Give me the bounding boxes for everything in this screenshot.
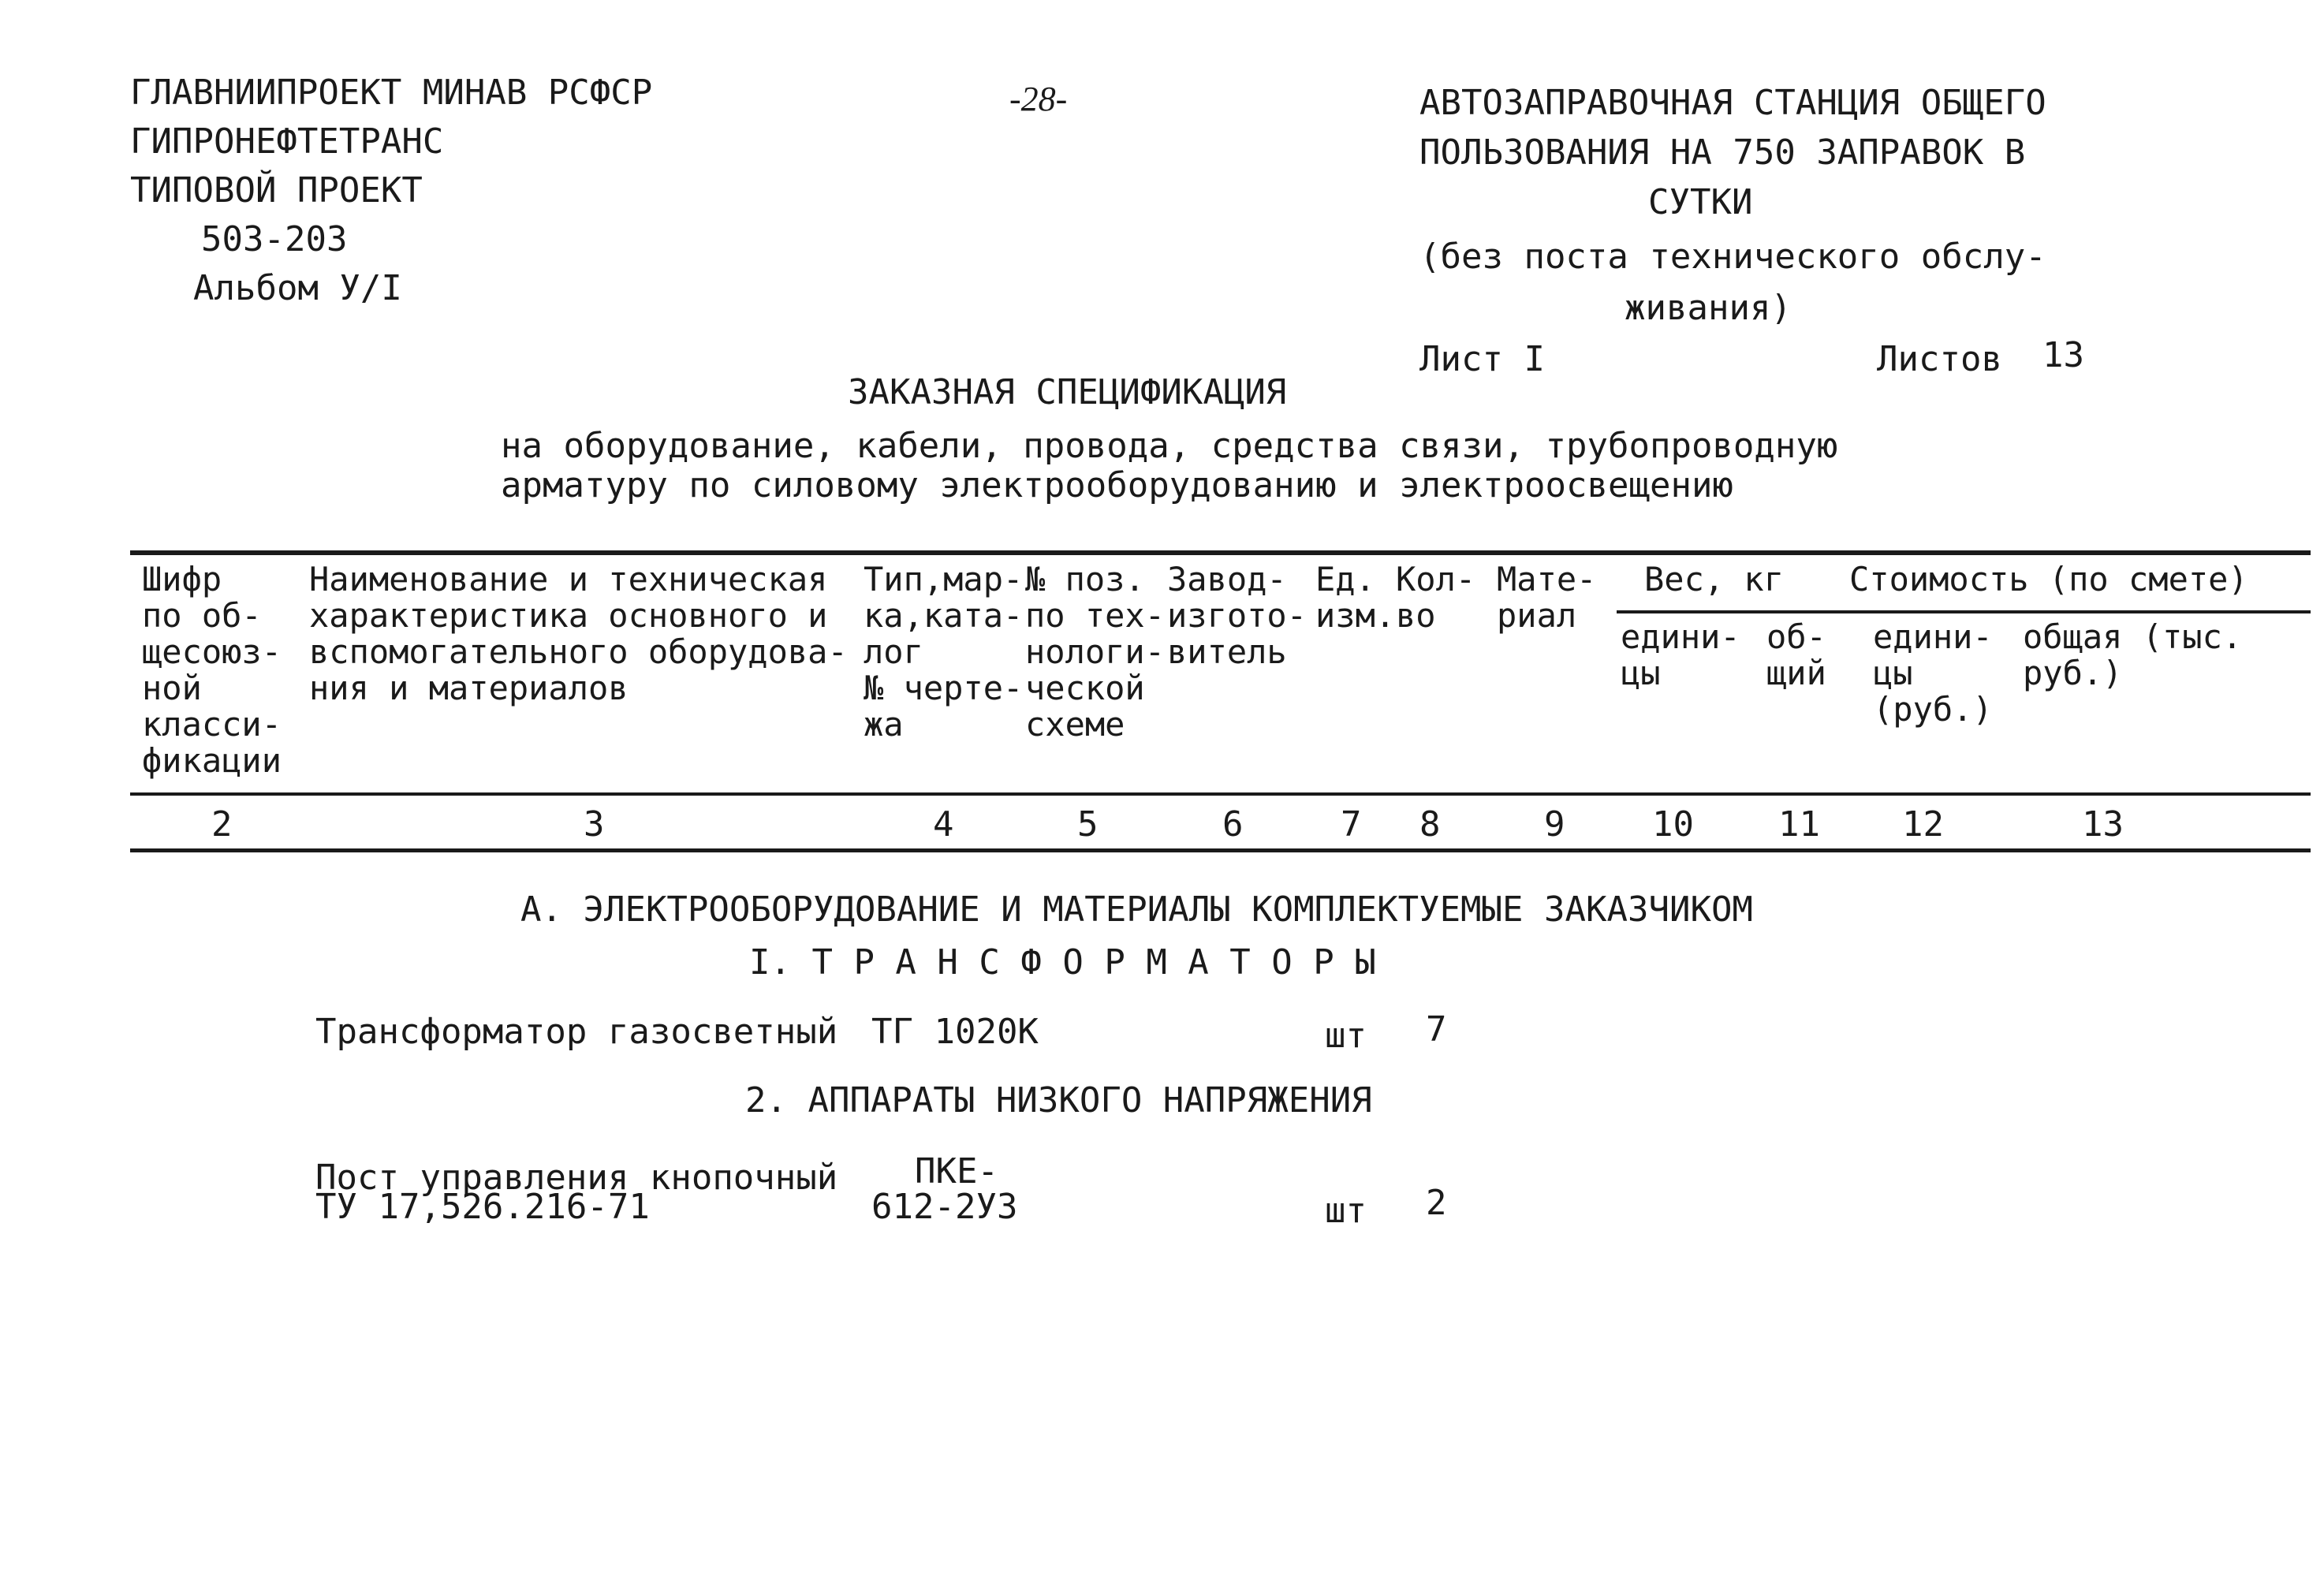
title-line-3: СУТКИ [1648, 182, 1753, 222]
header-weight: Вес, кг [1644, 560, 1785, 598]
column-number-5: 5 [1077, 804, 1099, 845]
stamp-project-type: ТИПОВОЙ ПРОЕКТ [130, 170, 423, 211]
header-col-7: Ед. изм. [1315, 560, 1396, 635]
column-number-8: 8 [1419, 804, 1441, 845]
header-col-6: Завод- изгото- витель [1167, 560, 1307, 671]
row1-name: Трансформатор газосветный [315, 1012, 838, 1052]
sheet-label: Лист I [1419, 339, 1545, 379]
row1-unit: шт [1325, 1016, 1367, 1056]
column-number-10: 10 [1652, 804, 1694, 845]
column-number-6: 6 [1222, 804, 1244, 845]
row2-qty: 2 [1426, 1183, 1447, 1223]
column-number-4: 4 [933, 804, 954, 845]
header-cost-unit: едини- цы (руб.) [1873, 617, 1993, 729]
column-number-9: 9 [1544, 804, 1565, 845]
column-number-12: 12 [1902, 804, 1944, 845]
column-number-7: 7 [1341, 804, 1362, 845]
spec-title: ЗАКАЗНАЯ СПЕЦИФИКАЦИЯ [848, 372, 1287, 412]
group-heading-low-voltage: 2. АППАРАТЫ НИЗКОГО НАПРЯЖЕНИЯ [745, 1080, 1372, 1121]
section-heading-a: А. ЭЛЕКТРООБОРУДОВАНИЕ И МАТЕРИАЛЫ КОМПЛЕКТУЕМЫЕ ЗАКАЗЧИКОМ [520, 889, 1753, 930]
header-cost-total: общая (тыс. руб.) [2023, 617, 2243, 692]
header-top-rule [130, 550, 2311, 555]
subheader-rule [1617, 610, 2311, 613]
title-line-2: ПОЛЬЗОВАНИЯ НА 750 ЗАПРАВОК В [1419, 132, 2026, 173]
header-col-8: Кол- во [1396, 560, 1476, 635]
column-number-2: 2 [211, 804, 233, 845]
title-line-1: АВТОЗАПРАВОЧНАЯ СТАНЦИЯ ОБЩЕГО [1419, 83, 2046, 123]
sheets-count: 13 [2042, 335, 2084, 375]
header-weight-total: об- щий [1766, 617, 1826, 692]
title-line-5: живания) [1625, 288, 1792, 328]
title-line-4: (без поста технического обслу- [1419, 237, 2046, 277]
header-col-4: Тип,мар- ка,ката- лог № черте- жа [864, 560, 1024, 744]
header-col-3: Наименование и техническая характеристика основного и вспомогательного оборудова- ния и материалов [309, 560, 848, 707]
spec-subtitle-2: арматуру по силовому электрооборудованию и электроосвещению [501, 465, 1733, 505]
header-weight-unit: едини- цы [1621, 617, 1740, 692]
header-col-5: № поз. по тех- нологи- ческой схеме [1025, 560, 1166, 744]
stamp-block [130, 73, 652, 317]
row2-unit: шт [1325, 1191, 1367, 1231]
header-cost: Стоимость (по смете) [1849, 560, 2248, 598]
row1-qty: 7 [1426, 1009, 1447, 1050]
header-col-2: Шифр по об- щесоюз- ной класси- фикации [142, 560, 282, 780]
stamp-project-number: 503-203 [201, 219, 348, 259]
column-number-11: 11 [1778, 804, 1820, 845]
stamp-ministry: ГЛАВНИИПРОЕКТ МИНАВ РСФСР [130, 73, 653, 113]
row1-type: ТГ 1020К [871, 1012, 1039, 1052]
row2-type-line-1: ПКЕ- [915, 1151, 998, 1191]
stamp-institute: ГИПРОНЕФТЕТРАНС [130, 121, 444, 162]
page-number: -28- [1009, 80, 1068, 118]
column-number-3: 3 [584, 804, 605, 845]
group-heading-transformers: I. Т Р А Н С Ф О Р М А Т О Р Ы [749, 942, 1376, 983]
spec-subtitle-1: на оборудование, кабели, провода, средства связи, трубопроводную [501, 426, 1838, 466]
sheets-label: Листов [1877, 339, 2002, 379]
column-number-13: 13 [2082, 804, 2124, 845]
header-col-9: Мате- риал [1497, 560, 1597, 635]
row2-spec: ТУ 17,526.216-71 [315, 1187, 650, 1227]
row2-type-line-2: 612-2У3 [871, 1187, 1018, 1227]
stamp-album: Альбом У/I [193, 268, 402, 308]
column-numbers-rule [130, 848, 2311, 852]
header-bottom-rule [130, 792, 2311, 796]
row2-name: Пост управления кнопочный [315, 1158, 838, 1198]
